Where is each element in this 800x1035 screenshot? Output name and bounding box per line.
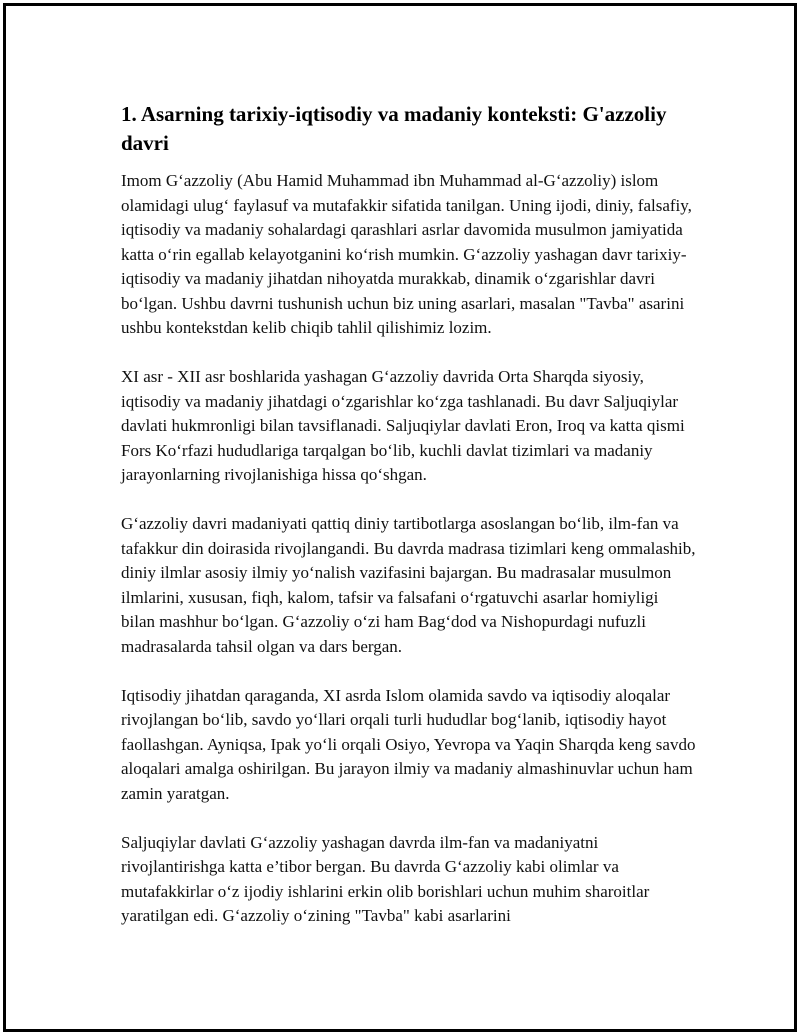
- paragraph: Imom G‘azzoliy (Abu Hamid Muhammad ibn Muhammad al-G‘azzoliy) islom olamidagi ulug‘ faylasuf va mutafakkir sifatida tanilgan. Uning ijodi, diniy, falsafiy, iqtisodiy va madaniy sohalardagi qarashlari asrlar davomida musulmon jamiyatida katta o‘rin egallab kelayotganini ko‘rish mumkin. G‘azzoliy yashagan davr tarixiy-iqtisodiy va madaniy jihatdan nihoyatda murakkab, dinamik o‘zgarishlar davri bo‘lgan. Ushbu davrni tushunish uchun biz uning asarlari, masalan "Tavba" asarini ushbu kontekstdan kelib chiqib tahlil qilishimiz lozim.: [121, 171, 692, 337]
- section-heading: 1. Asarning tarixiy-iqtisodiy va madaniy konteksti: G'azzoliy davri: [121, 102, 667, 155]
- page-frame: [3, 3, 797, 1032]
- paragraph: Saljuqiylar davlati G‘azzoliy yashagan davrda ilm-fan va madaniyatni rivojlantirishga katta e’tibor bergan. Bu davrda G‘azzoliy kabi olimlar va mutafakkirlar o‘z ijodiy ishlarini erkin olib borishlari uchun muhim sharoitlar yaratilgan edi. G‘azzoliy o‘zining "Tavba" kabi asarlarini: [121, 832, 650, 925]
- paragraph: G‘azzoliy davri madaniyati qattiq diniy tartibotlarga asoslangan bo‘lib, ilm-fan va tafakkur din doirasida rivojlangandi. Bu davrda madrasa tizimlari keng ommalashib, diniy ilmlar asosiy ilmiy yo‘nalish vazifasini bajargan. Bu madrasalar musulmon ilmlarini, xususan, fiqh, kalom, tafsir va falsafani o‘rgatuvchi asarlar homiyligi bilan mashhur bo‘lgan. G‘azzoliy o‘zi ham Bag‘dod va Nishopurdagi nufuzli madrasalarda tahsil olgan va dars bergan.: [121, 514, 696, 656]
- document-body: [121, 100, 696, 929]
- paragraph: XI asr - XII asr boshlarida yashagan G‘azzoliy davrida Orta Sharqda siyosiy, iqtisodiy va madaniy jihatdagi o‘zgarishlar ko‘zga tashlanadi. Bu davr Saljuqiylar davlati hukmronligi bilan tavsiflanadi. Saljuqiylar davlati Eron, Iroq va katta qismi Fors Ko‘rfazi hududlariga tarqalgan bo‘lib, kuchli davlat tizimlari va madaniy jarayonlarning rivojlanishiga hissa qo‘shgan.: [121, 367, 685, 484]
- paragraph: Iqtisodiy jihatdan qaraganda, XI asrda Islom olamida savdo va iqtisodiy aloqalar rivojlangan bo‘lib, savdo yo‘llari orqali turli hududlar bog‘lanib, iqtisodiy hayot faollashgan. Ayniqsa, Ipak yo‘li orqali Osiyo, Yevropa va Yaqin Sharqda keng savdo aloqalari amalga oshirilgan. Bu jarayon ilmiy va madaniy almashinuvlar uchun ham zamin yaratgan.: [121, 685, 696, 803]
